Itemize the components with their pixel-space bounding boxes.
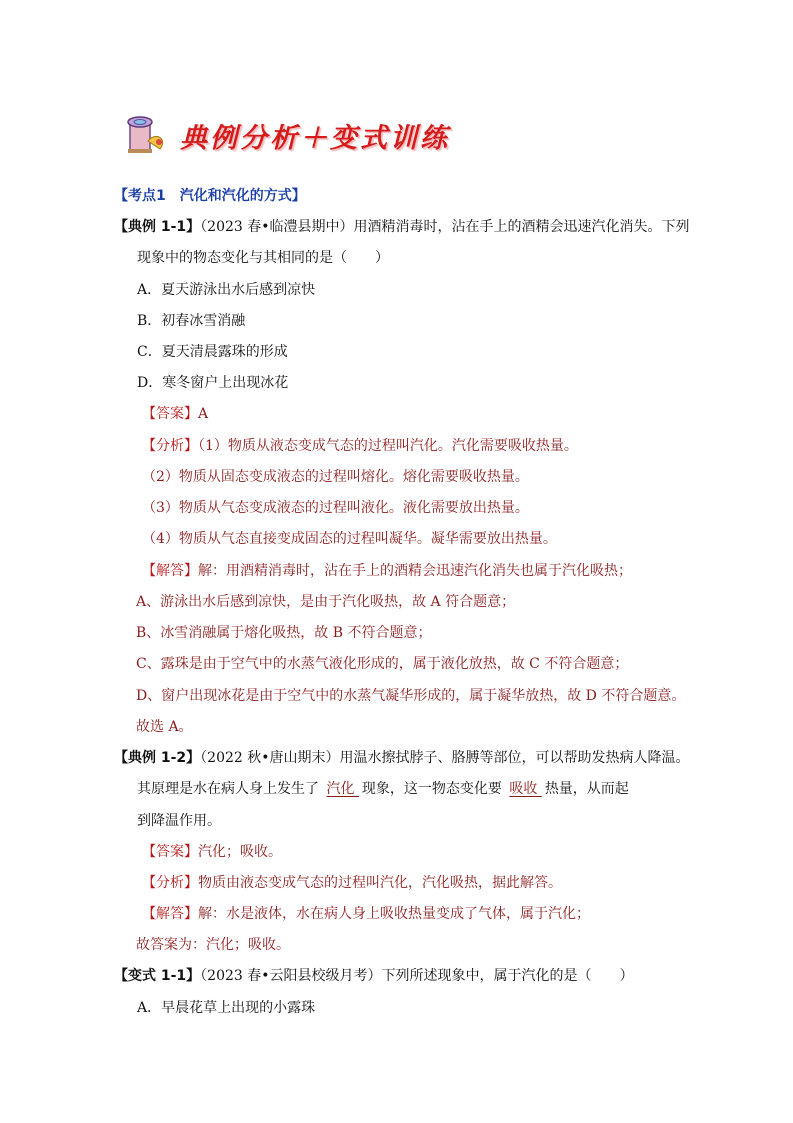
solution-line-a: A、游泳出水后感到凉快，是由于汽化吸热，故 A 符合题意； [136,594,516,610]
solution-line-b: B、冰雪消融属于熔化吸热，故 B 不符合题意； [136,625,432,641]
answer-line [142,404,693,424]
analysis-line-1 [142,436,693,456]
solution-conclusion: 故答案为：汽化；吸收。 [136,937,290,953]
scroll-lamp-icon [124,111,172,159]
variant-1-1-stem [114,966,693,986]
analysis-line-2: （2）物质从固态变成液态的过程叫熔化。熔化需要吸收热量。 [142,469,529,485]
variant-tag: 【变式 1-1】 [114,968,201,984]
answer-value: 汽化；吸收。 [198,844,282,860]
example-1-1-stem-line1 [114,217,693,237]
section-heading [114,186,693,206]
option-d: D．寒冬窗户上出现冰花 [137,375,289,391]
option-c: C．夏天清晨露珠的形成 [137,344,288,360]
solution-label: 【解答】 [142,906,198,922]
option-a: A．早晨花草上出现的小露珠 [137,1000,316,1016]
answer-line [142,842,693,862]
fill-blank-1: 汽化 [326,781,359,797]
analysis-text: （1）物质从液态变成气态的过程叫汽化。汽化需要吸收热量。 [198,438,578,454]
analysis-text: 物质由液态变成气态的过程叫汽化，汽化吸热，据此解答。 [198,875,562,891]
solution-label: 【解答】 [142,563,198,579]
solution-conclusion: 故选 A。 [136,719,193,735]
option-a: A．夏天游泳出水后感到凉快 [137,282,316,298]
section-title: 【考点1 汽化和汽化的方式】 [114,188,306,204]
solution-text: 解：水是液体，水在病人身上吸收热量变成了气体，属于汽化； [198,906,590,922]
solution-text: 解：用酒精消毒时，沾在手上的酒精会迅速汽化消失也属于汽化吸热； [198,563,632,579]
banner-title: 典例分析＋变式训练 [180,122,450,154]
solution-line [142,904,693,924]
analysis-label: 【分析】 [142,438,198,454]
analysis-line-4: （4）物质从气态直接变成固态的过程叫凝华。凝华需要放出热量。 [142,531,557,547]
example-tag: 【典例 1-2】 [114,750,201,766]
stem-text: （2023 春•云阳县校级月考）下列所述现象中，属于汽化的是（ ） [200,968,634,984]
answer-label: 【答案】 [142,406,198,422]
example-1-2-stem-line3: 到降温作用。 [137,813,221,829]
solution-line-c: C、露珠是由于空气中的水蒸气液化形成的，属于液化放热，故 C 不符合题意； [136,656,629,672]
analysis-line-3: （3）物质从气态变成液态的过程叫液化。液化需要放出热量。 [142,500,529,516]
analysis-line [142,873,693,893]
answer-value: A [198,406,209,422]
section-banner [124,110,450,160]
example-1-2-stem-line2 [137,779,693,799]
solution-line-intro [142,561,693,581]
fill-blank-2: 吸收 [509,781,542,797]
example-1-1-stem-line2: 现象中的物态变化与其相同的是（ ） [137,250,389,266]
stem-text: （2023 春•临澧县期中）用酒精消毒时，沾在手上的酒精会迅速汽化消失。下列 [200,219,690,235]
example-1-2-stem-line1 [114,748,693,768]
option-b: B．初春冰雪消融 [137,313,246,329]
answer-label: 【答案】 [142,844,198,860]
stem-text: （2022 秋•唐山期末）用温水擦拭脖子、胳膊等部位，可以帮助发热病人降温。 [200,750,690,766]
analysis-label: 【分析】 [142,875,198,891]
stem-text: 现象，这一物态变化要 [361,781,507,797]
example-tag: 【典例 1-1】 [114,219,201,235]
solution-line-d: D、窗户出现冰花是由于空气中的水蒸气凝华形成的，属于凝华放热，故 D 不符合题意。 [136,688,686,704]
stem-text: 其原理是水在病人身上发生了 [137,781,324,797]
stem-text: 热量，从而起 [544,781,629,797]
